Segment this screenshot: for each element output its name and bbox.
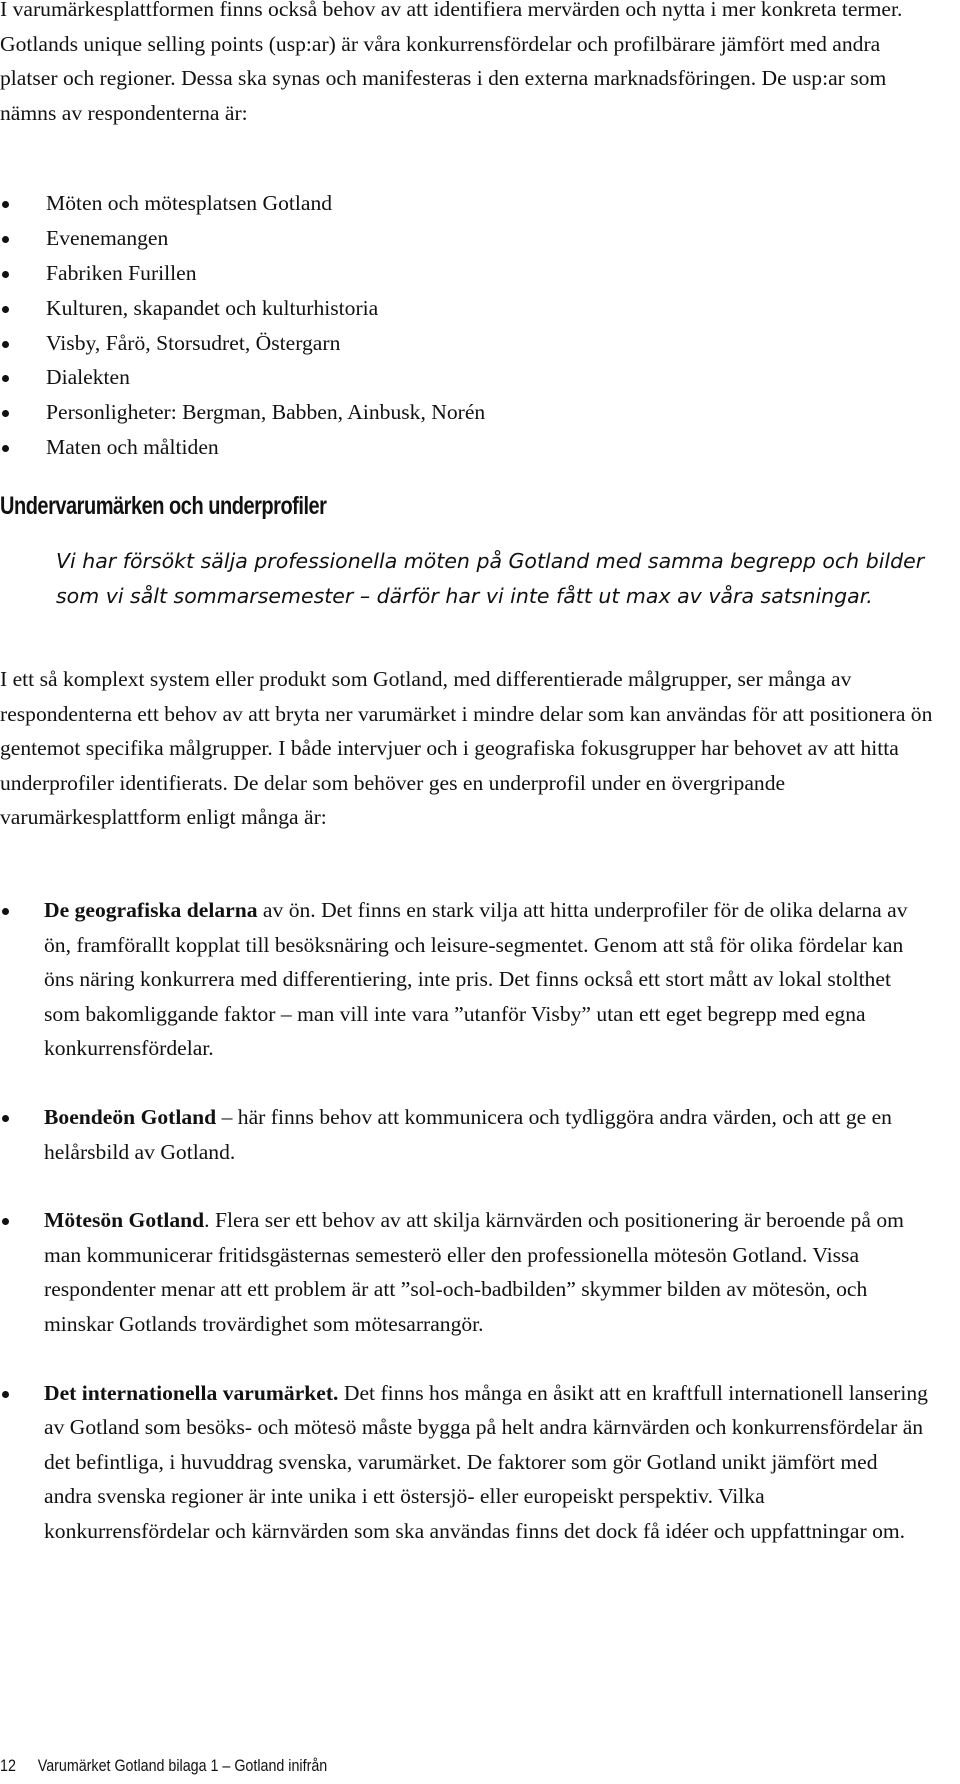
profile-lead: Det internationella varumärket. [44, 1380, 339, 1405]
profile-lead: Boendeön Gotland [44, 1104, 217, 1129]
profile-list [0, 893, 930, 1583]
intro-paragraph: I varumärkesplattformen finns också behov av att identifiera mervärden och nytta i mer konkreta termer. Gotlands unique selling points (usp:ar) är våra konkurrensfördelar och profilbärare jämfört med andra platser och regioner. Dessa ska synas och manifesteras i den externa marknadsföringen. De usp:ar som nämns av respondenterna är: [0, 0, 903, 125]
body-paragraph: I ett så komplext system eller produkt som Gotland, med differentierade målgrupper, ser många av respondenterna ett behov av att bryta ner varumärket i mindre delar som kan användas för att positionera ön gentemot specifika målgrupper. I både intervjuer och i geografiska fokusgrupper har behovet av att hitta underprofiler identifierats. De delar som behöver ges en underprofil under en övergripande varumärkesplattform enligt många är: [0, 667, 933, 830]
publication-title: Varumärket Gotland bilaga 1 – Gotland inifrån [37, 1756, 328, 1775]
list-item [0, 1203, 930, 1341]
list-item-text: Maten och måltiden [46, 435, 219, 460]
bullet-icon [2, 1115, 9, 1122]
list-item [0, 1376, 930, 1549]
list-item-text: Fabriken Furillen [46, 260, 197, 285]
profile-text: Det finns hos många en åsikt att en kraftfull internationell lansering av Gotland som besöks- och mötesö måste bygga på helt andra kärnvärden och konkurrensfördelar än det befintliga, i huvuddrag svenska, varumärket. De faktorer som gör Gotland unikt jämfört med andra svenska regioner är inte unika i ett östersjö- eller europeiskt perspektiv. Vilka konkurrensfördelar och kärnvärden som ska användas finns det dock få idéer och uppfattningar om. [44, 1380, 928, 1543]
bullet-icon [2, 271, 9, 278]
profile-text: av ön. Det finns en stark vilja att hitta underprofiler för de olika delarna av ön, framförallt kopplat till besöksnäring och leisure-segmentet. Genom att stå för olika fördelar kan öns näring konkurrera med differentiering, inte pris. Det finns också ett stort mått av lokal stolthet som bakomliggande faktor – man vill inte vara ”utanför Visby” utan ett eget begrepp med egna konkurrensfördelar. [44, 898, 908, 1061]
list-item [0, 1100, 930, 1169]
list-item-text: Visby, Fårö, Storsudret, Östergarn [46, 330, 341, 355]
page-number: 12 [0, 1756, 16, 1775]
list-item-text: Kulturen, skapandet och kulturhistoria [46, 295, 379, 320]
bullet-icon [2, 410, 9, 417]
list-item [0, 291, 485, 326]
section-heading: Undervarumärken och underprofiler [0, 492, 327, 520]
list-item-text: Evenemangen [46, 225, 169, 250]
bullet-icon [2, 375, 9, 382]
pull-quote: Vi har försökt sälja professionella möten på Gotland med samma begrepp och bilder som vi sålt sommarsemester – därför har vi inte fått ut max av våra satsningar. [56, 549, 925, 608]
bullet-icon [2, 1391, 9, 1398]
list-item [0, 256, 485, 291]
list-item-text: Dialekten [46, 365, 130, 390]
bullet-icon [2, 201, 9, 208]
list-item [0, 395, 485, 430]
list-item-text: Möten och mötesplatsen Gotland [46, 191, 333, 215]
list-item-text: Personligheter: Bergman, Babben, Ainbusk, Norén [46, 400, 486, 425]
bullet-icon [2, 341, 9, 348]
profile-text: . Flera ser ett behov av att skilja kärnvärden och positionering är beroende på om man kommunicerar fritidsgästernas semesterö eller den professionella mötesön Gotland. Vissa respondenter menar att ett problem är att ”sol-och-badbilden” skymmer bilden av mötesön, och minskar Gotlands trovärdighet som mötesarrangör. [44, 1208, 904, 1336]
profile-lead: Mötesön Gotland [44, 1208, 205, 1233]
page-footer [0, 1756, 327, 1776]
list-item [0, 221, 485, 256]
list-item [0, 360, 485, 395]
list-item [0, 186, 485, 221]
bullet-icon [2, 306, 9, 313]
list-item [0, 430, 485, 465]
list-item [0, 326, 485, 361]
profile-lead: De geografiska delarna [44, 898, 258, 922]
usp-list [0, 186, 485, 465]
bullet-icon [2, 1218, 9, 1225]
bullet-icon [2, 236, 9, 243]
bullet-icon [2, 445, 9, 452]
profile-text: – här finns behov att kommunicera och tydliggöra andra värden, och att ge en helårsbild av Gotland. [44, 1104, 892, 1164]
bullet-icon [2, 908, 9, 915]
list-item [0, 893, 930, 1066]
